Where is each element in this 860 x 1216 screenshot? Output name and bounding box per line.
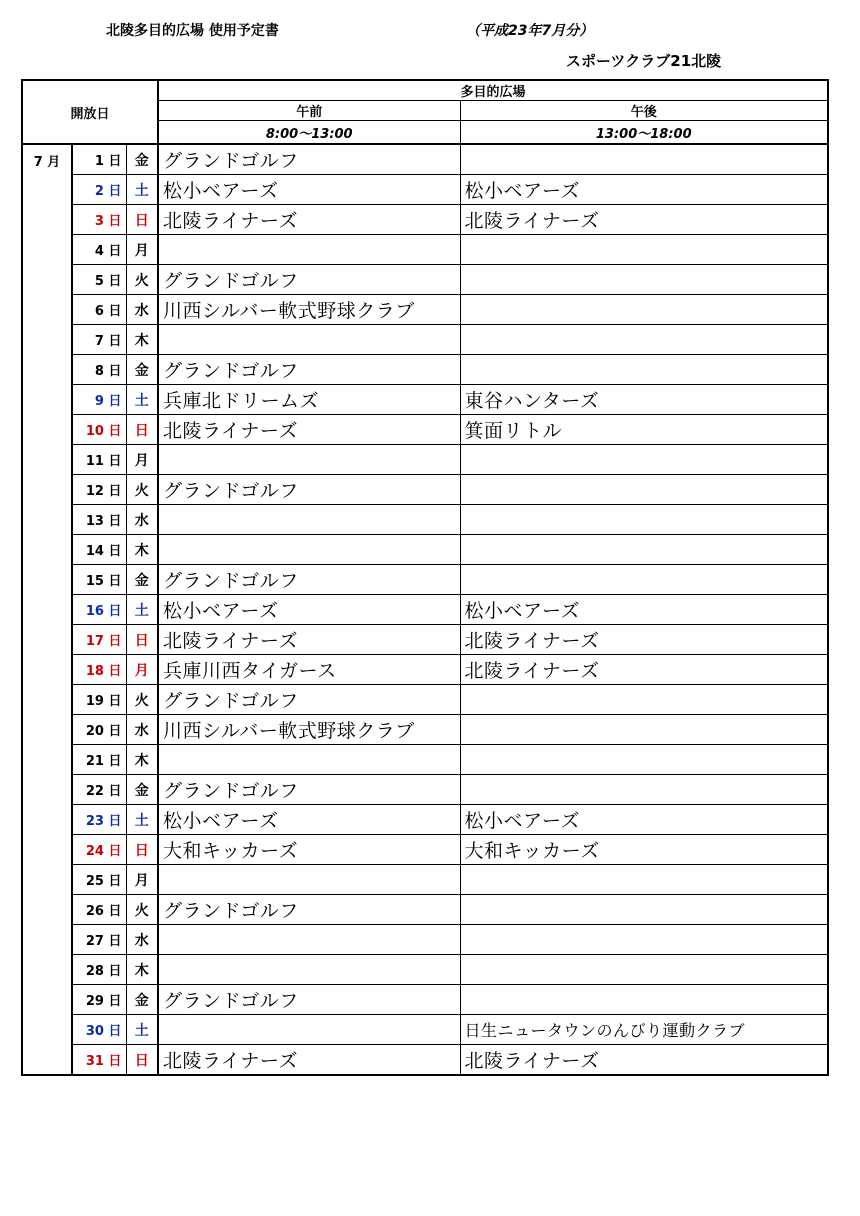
am-booking-cell <box>158 325 460 355</box>
pm-booking-cell <box>460 535 828 565</box>
am-booking-cell: 松小ベアーズ <box>158 805 460 835</box>
weekday-cell: 金 <box>126 144 158 175</box>
pm-booking-cell: 大和キッカーズ <box>460 835 828 865</box>
organization-name: スポーツクラブ21北陵 <box>566 52 722 70</box>
table-row <box>22 685 828 715</box>
table-row <box>22 325 828 355</box>
pm-booking-cell <box>460 295 828 325</box>
pm-booking-cell <box>460 445 828 475</box>
am-booking-cell: 川西シルバー軟式野球クラブ <box>158 715 460 745</box>
pm-booking-cell: 松小ベアーズ <box>460 175 828 205</box>
weekday-cell: 日 <box>126 415 158 445</box>
weekday-cell: 金 <box>126 565 158 595</box>
table-row <box>22 985 828 1015</box>
table-row <box>22 385 828 415</box>
pm-booking-cell <box>460 235 828 265</box>
date-cell: 25 日 <box>72 865 126 895</box>
am-booking-cell: グランドゴルフ <box>158 144 460 175</box>
weekday-cell: 金 <box>126 355 158 385</box>
weekday-cell: 土 <box>126 175 158 205</box>
am-booking-cell: グランドゴルフ <box>158 985 460 1015</box>
am-booking-cell <box>158 505 460 535</box>
am-booking-cell: グランドゴルフ <box>158 565 460 595</box>
table-row <box>22 505 828 535</box>
weekday-cell: 水 <box>126 925 158 955</box>
table-row <box>22 235 828 265</box>
am-booking-cell <box>158 955 460 985</box>
date-cell: 12 日 <box>72 475 126 505</box>
weekday-cell: 火 <box>126 895 158 925</box>
table-row <box>22 175 828 205</box>
weekday-cell: 水 <box>126 295 158 325</box>
am-booking-cell <box>158 865 460 895</box>
table-row <box>22 625 828 655</box>
pm-booking-cell: 日生ニュータウンのんびり運動クラブ <box>460 1015 828 1045</box>
am-booking-cell <box>158 445 460 475</box>
weekday-cell: 水 <box>126 715 158 745</box>
pm-booking-cell <box>460 265 828 295</box>
pm-booking-cell: 箕面リトル <box>460 415 828 445</box>
document-title: 北陵多目的広場 使用予定書 <box>106 23 279 39</box>
date-cell: 29 日 <box>72 985 126 1015</box>
date-cell: 21 日 <box>72 745 126 775</box>
table-row <box>22 715 828 745</box>
am-booking-cell: 松小ベアーズ <box>158 175 460 205</box>
am-booking-cell: 川西シルバー軟式野球クラブ <box>158 295 460 325</box>
table-row <box>22 415 828 445</box>
table-row <box>22 655 828 685</box>
pm-booking-cell <box>460 565 828 595</box>
table-row <box>22 805 828 835</box>
date-cell: 15 日 <box>72 565 126 595</box>
weekday-cell: 月 <box>126 235 158 265</box>
weekday-cell: 土 <box>126 595 158 625</box>
table-row <box>22 835 828 865</box>
pm-booking-cell <box>460 505 828 535</box>
table-row <box>22 535 828 565</box>
pm-booking-cell <box>460 355 828 385</box>
date-cell: 18 日 <box>72 655 126 685</box>
weekday-cell: 金 <box>126 985 158 1015</box>
weekday-cell: 土 <box>126 1015 158 1045</box>
pm-header: 午後 <box>460 101 828 121</box>
pm-booking-cell: 松小ベアーズ <box>460 805 828 835</box>
pm-booking-cell <box>460 715 828 745</box>
weekday-cell: 月 <box>126 445 158 475</box>
pm-booking-cell <box>460 925 828 955</box>
venue-header: 多目的広場 <box>158 80 828 101</box>
date-cell: 4 日 <box>72 235 126 265</box>
table-row <box>22 865 828 895</box>
am-booking-cell <box>158 925 460 955</box>
am-booking-cell <box>158 235 460 265</box>
schedule-table <box>21 79 829 1076</box>
am-booking-cell: 北陵ライナーズ <box>158 625 460 655</box>
weekday-cell: 火 <box>126 685 158 715</box>
table-row <box>22 955 828 985</box>
date-cell: 28 日 <box>72 955 126 985</box>
weekday-cell: 日 <box>126 835 158 865</box>
am-booking-cell <box>158 745 460 775</box>
pm-booking-cell <box>460 144 828 175</box>
weekday-cell: 日 <box>126 205 158 235</box>
weekday-cell: 火 <box>126 475 158 505</box>
am-booking-cell: 大和キッカーズ <box>158 835 460 865</box>
weekday-cell: 木 <box>126 955 158 985</box>
pm-booking-cell <box>460 685 828 715</box>
date-cell: 3 日 <box>72 205 126 235</box>
am-booking-cell: 松小ベアーズ <box>158 595 460 625</box>
pm-booking-cell: 東谷ハンターズ <box>460 385 828 415</box>
table-row <box>22 1045 828 1076</box>
pm-booking-cell <box>460 865 828 895</box>
date-cell: 26 日 <box>72 895 126 925</box>
am-booking-cell: 兵庫北ドリームズ <box>158 385 460 415</box>
date-cell: 30 日 <box>72 1015 126 1045</box>
date-cell: 6 日 <box>72 295 126 325</box>
am-booking-cell: 兵庫川西タイガース <box>158 655 460 685</box>
pm-booking-cell: 北陵ライナーズ <box>460 205 828 235</box>
pm-booking-cell <box>460 475 828 505</box>
pm-booking-cell <box>460 955 828 985</box>
am-booking-cell <box>158 535 460 565</box>
am-booking-cell: 北陵ライナーズ <box>158 205 460 235</box>
weekday-cell: 木 <box>126 745 158 775</box>
open-day-header: 開放日 <box>22 80 158 144</box>
table-row <box>22 1015 828 1045</box>
pm-booking-cell <box>460 325 828 355</box>
am-booking-cell: 北陵ライナーズ <box>158 415 460 445</box>
weekday-cell: 火 <box>126 265 158 295</box>
weekday-cell: 土 <box>126 385 158 415</box>
date-cell: 7 日 <box>72 325 126 355</box>
am-booking-cell: グランドゴルフ <box>158 355 460 385</box>
date-cell: 17 日 <box>72 625 126 655</box>
table-row <box>22 925 828 955</box>
weekday-cell: 月 <box>126 865 158 895</box>
weekday-cell: 月 <box>126 655 158 685</box>
weekday-cell: 水 <box>126 505 158 535</box>
pm-booking-cell <box>460 745 828 775</box>
am-header: 午前 <box>158 101 460 121</box>
weekday-cell: 木 <box>126 325 158 355</box>
weekday-cell: 金 <box>126 775 158 805</box>
am-booking-cell <box>158 1015 460 1045</box>
table-row <box>22 565 828 595</box>
am-time-header: 8:00～13:00 <box>158 121 460 145</box>
am-booking-cell: グランドゴルフ <box>158 685 460 715</box>
pm-booking-cell <box>460 985 828 1015</box>
date-cell: 9 日 <box>72 385 126 415</box>
pm-booking-cell <box>460 895 828 925</box>
table-row <box>22 144 828 175</box>
pm-time-header: 13:00～18:00 <box>460 121 828 145</box>
table-row <box>22 745 828 775</box>
month-label: 7 月 <box>22 144 72 1075</box>
date-cell: 23 日 <box>72 805 126 835</box>
pm-booking-cell: 北陵ライナーズ <box>460 625 828 655</box>
date-cell: 27 日 <box>72 925 126 955</box>
table-row <box>22 355 828 385</box>
pm-booking-cell: 松小ベアーズ <box>460 595 828 625</box>
date-cell: 8 日 <box>72 355 126 385</box>
table-row <box>22 595 828 625</box>
date-cell: 19 日 <box>72 685 126 715</box>
pm-booking-cell: 北陵ライナーズ <box>460 1045 828 1076</box>
table-row <box>22 775 828 805</box>
date-cell: 10 日 <box>72 415 126 445</box>
table-row <box>22 475 828 505</box>
date-cell: 14 日 <box>72 535 126 565</box>
date-cell: 11 日 <box>72 445 126 475</box>
table-row <box>22 295 828 325</box>
am-booking-cell: グランドゴルフ <box>158 475 460 505</box>
pm-booking-cell: 北陵ライナーズ <box>460 655 828 685</box>
period-label: （平成23年7月分） <box>466 23 594 39</box>
table-row <box>22 895 828 925</box>
date-cell: 24 日 <box>72 835 126 865</box>
date-cell: 22 日 <box>72 775 126 805</box>
schedule-body <box>22 144 828 1075</box>
table-row <box>22 205 828 235</box>
date-cell: 31 日 <box>72 1045 126 1076</box>
date-cell: 5 日 <box>72 265 126 295</box>
am-booking-cell: グランドゴルフ <box>158 265 460 295</box>
weekday-cell: 日 <box>126 625 158 655</box>
am-booking-cell: グランドゴルフ <box>158 775 460 805</box>
am-booking-cell: 北陵ライナーズ <box>158 1045 460 1076</box>
table-row <box>22 265 828 295</box>
am-booking-cell: グランドゴルフ <box>158 895 460 925</box>
pm-booking-cell <box>460 775 828 805</box>
date-cell: 1 日 <box>72 144 126 175</box>
table-row <box>22 445 828 475</box>
weekday-cell: 日 <box>126 1045 158 1076</box>
date-cell: 2 日 <box>72 175 126 205</box>
date-cell: 13 日 <box>72 505 126 535</box>
date-cell: 20 日 <box>72 715 126 745</box>
weekday-cell: 木 <box>126 535 158 565</box>
weekday-cell: 土 <box>126 805 158 835</box>
date-cell: 16 日 <box>72 595 126 625</box>
